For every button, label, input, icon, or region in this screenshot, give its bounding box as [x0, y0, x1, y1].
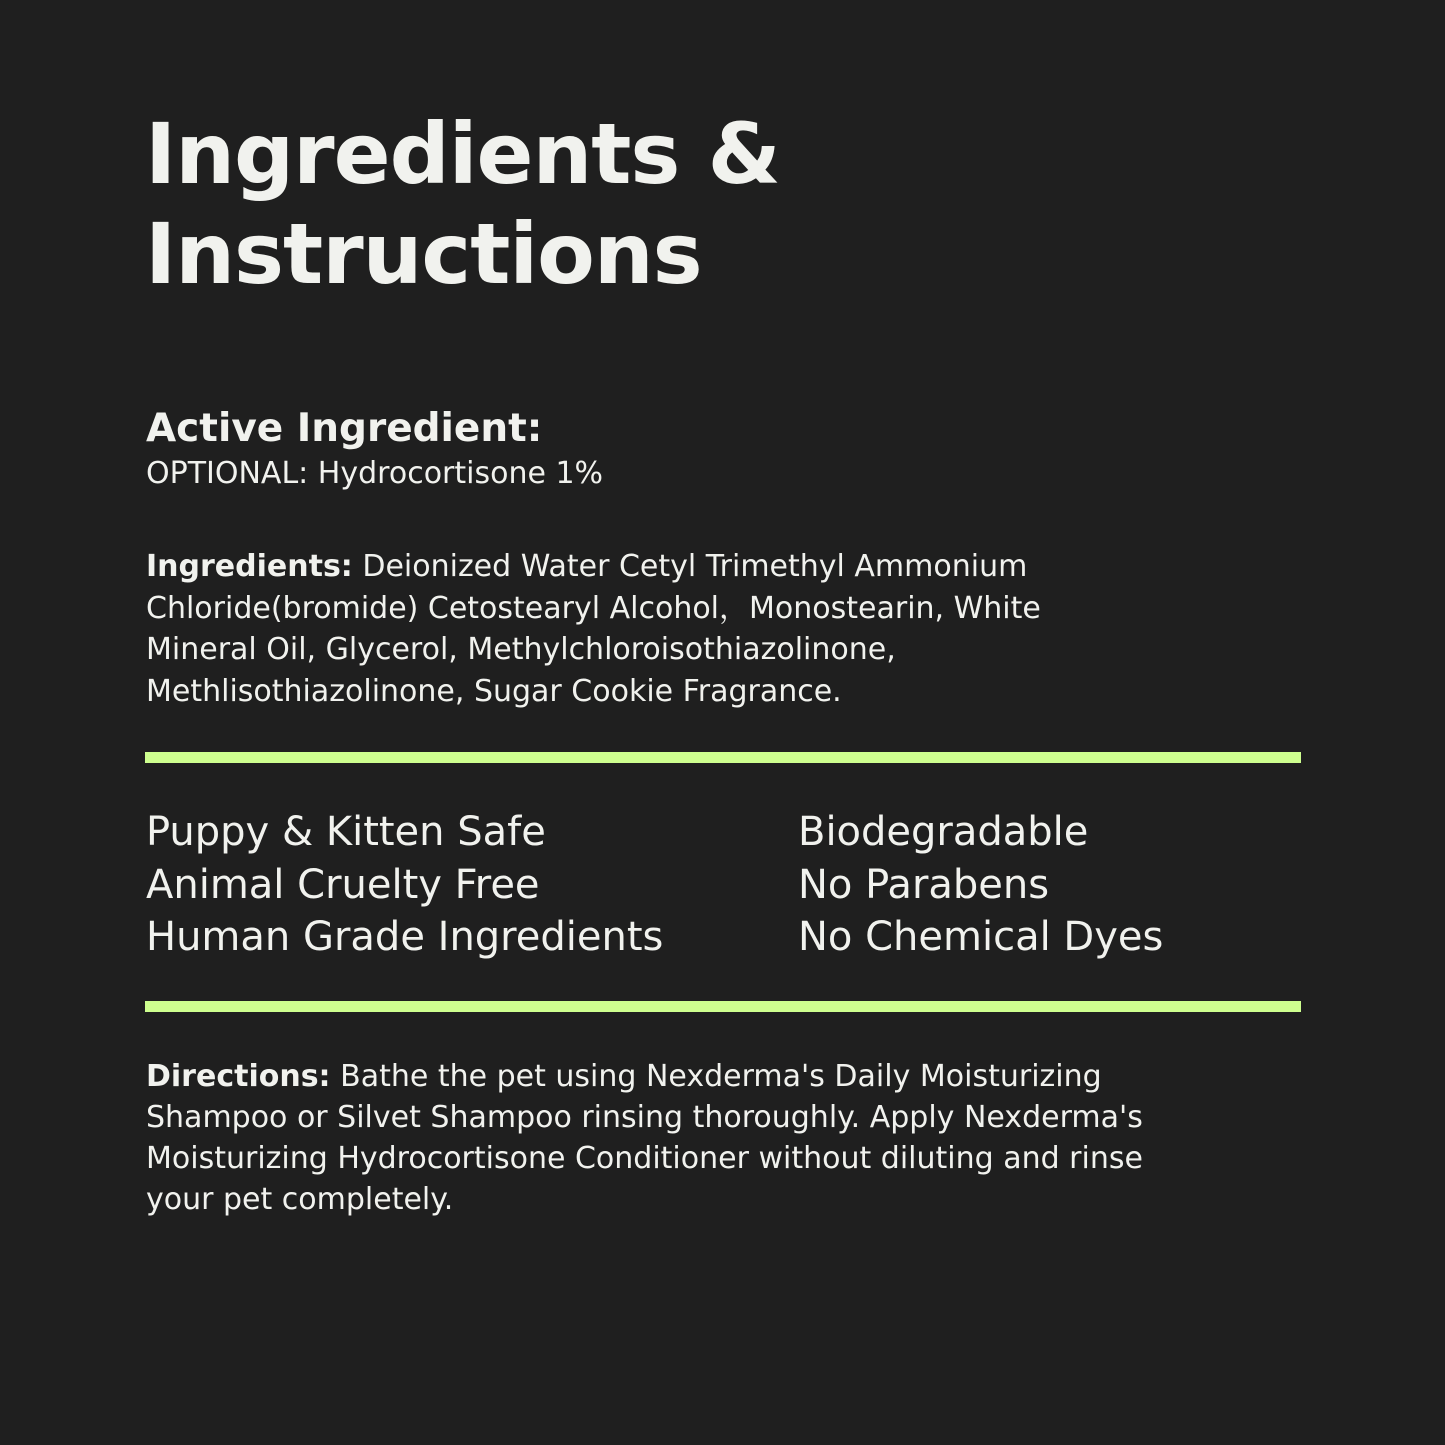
feature-item: No Chemical Dyes [798, 914, 1164, 960]
page-title [145, 104, 780, 304]
ingredients-line: Methlisothiazolinone, Sugar Cookie Fragrance. [146, 673, 842, 709]
ingredients-line: Mineral Oil, Glycerol, Methylchloroisothiazolinone, [146, 632, 896, 667]
directions-label: Directions: [146, 1059, 331, 1094]
directions-paragraph [146, 1056, 1296, 1220]
page-title-line-2: Instructions [145, 205, 702, 303]
feature-item: Biodegradable [798, 809, 1089, 855]
directions-line: your pet completely. [146, 1182, 454, 1217]
ingredients-text: Deionized Water Cetyl Trimethyl Ammonium [362, 549, 1028, 584]
bottom-divider [145, 1001, 1301, 1012]
active-ingredient-heading: Active Ingredient: [146, 406, 543, 451]
features-list-right [798, 806, 1163, 964]
active-ingredient-value: OPTIONAL: Hydrocortisone 1% [146, 456, 604, 491]
feature-item: No Parabens [798, 861, 1050, 908]
features-list-left [146, 806, 663, 964]
ingredients-line: Chloride(bromide) Cetostearyl Alcohol，Monostearin, White [146, 590, 1041, 626]
ingredients-line [146, 546, 1286, 588]
directions-line [146, 1056, 1296, 1097]
top-divider [145, 752, 1301, 763]
ingredients-paragraph [146, 546, 1286, 712]
directions-text: Bathe the pet using Nexderma's Daily Moisturizing [340, 1059, 1102, 1094]
feature-item: Animal Cruelty Free [146, 861, 540, 908]
ingredients-label: Ingredients: [146, 549, 353, 584]
directions-line: Shampoo or Silvet Shampoo rinsing thoroughly. Apply Nexderma's [146, 1100, 1143, 1135]
feature-item: Human Grade Ingredients [146, 914, 664, 960]
page-title-line-1: Ingredients & [145, 105, 780, 203]
feature-item: Puppy & Kitten Safe [146, 809, 546, 855]
directions-line: Moisturizing Hydrocortisone Conditioner without diluting and rinse [146, 1141, 1143, 1176]
